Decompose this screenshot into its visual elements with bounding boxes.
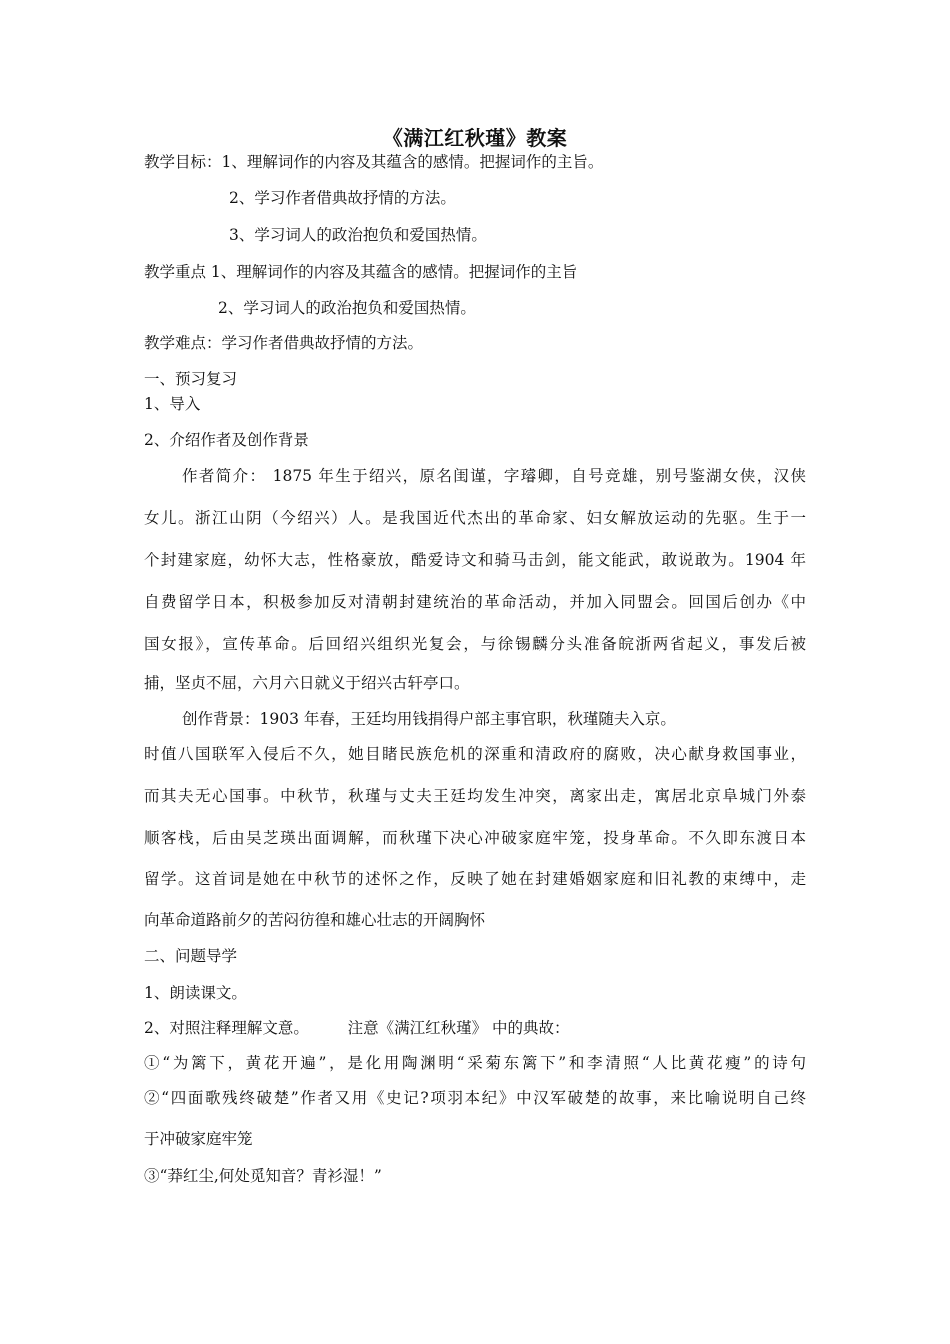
section-1-item-2: 2、介绍作者及创作背景 xyxy=(144,431,309,449)
teaching-focus-2: 2、学习词人的政治抱负和爱国热情。 xyxy=(218,299,476,317)
author-intro-line: 自费留学日本，积极参加反对清朝封建统治的革命活动，并加入同盟会。回国后创办《中 xyxy=(144,593,806,611)
section-2-item-2: 2、对照注释理解文意。 注意《满江红秋瑾》 中的典故： xyxy=(144,1019,570,1037)
section-1-item-1: 1、导入 xyxy=(144,395,201,413)
author-intro-line: 国女报》，宣传革命。后回绍兴组织光复会，与徐锡麟分头准备皖浙两省起义，事发后被 xyxy=(144,635,806,653)
teaching-goal-1: 教学目标：1、理解词作的内容及其蕴含的感情。把握词作的主旨。 xyxy=(144,153,604,171)
allusion-3: ③“莽红尘,何处觅知音？青衫湿！” xyxy=(144,1167,382,1185)
section-1-heading: 一、预习复习 xyxy=(144,370,238,388)
author-intro-line: 女儿。浙江山阴（今绍兴）人。是我国近代杰出的革命家、妇女解放运动的先驱。生于一 xyxy=(144,509,806,527)
background-line: 而其夫无心国事。中秋节，秋瑾与丈夫王廷均发生冲突，离家出走，寓居北京阜城门外泰 xyxy=(144,787,806,805)
background-line: 顺客栈，后由吴芝瑛出面调解，而秋瑾下决心冲破家庭牢笼，投身革命。不久即东渡日本 xyxy=(144,829,806,847)
author-intro-line: 个封建家庭，幼怀大志，性格豪放，酷爱诗文和骑马击剑，能文能武，敢说敢为。1904 年 xyxy=(144,551,806,569)
allusion-2-continued: 于冲破家庭牢笼 xyxy=(144,1130,253,1148)
background-line: 向革命道路前夕的苦闷彷徨和雄心壮志的开阔胸怀 xyxy=(144,911,486,929)
author-intro-line: 作者简介： 1875 年生于绍兴，原名闺谨，字璿卿，自号竞雄，别号鉴湖女侠，汉侠 xyxy=(182,467,806,485)
teaching-goal-3: 3、学习词人的政治抱负和爱国热情。 xyxy=(229,226,487,244)
section-2-item-1: 1、朗读课文。 xyxy=(144,984,247,1002)
teaching-focus-1: 教学重点 1、理解词作的内容及其蕴含的感情。把握词作的主旨 xyxy=(144,263,578,281)
allusion-1: ①“为篱下，黄花开遍”，是化用陶渊明“采菊东篱下”和李清照“人比黄花瘦”的诗句 xyxy=(144,1054,806,1072)
teaching-goal-2: 2、学习作者借典故抒情的方法。 xyxy=(229,189,456,207)
background-line: 留学。这首词是她在中秋节的述怀之作，反映了她在封建婚姻家庭和旧礼教的束缚中，走 xyxy=(144,870,806,888)
teaching-difficulty: 教学难点：学习作者借典故抒情的方法。 xyxy=(144,334,424,352)
allusion-2: ②“四面歌残终破楚”作者又用《史记?项羽本纪》中汉军破楚的故事，来比喻说明自己终 xyxy=(144,1089,806,1107)
author-intro-line: 捕，坚贞不屈，六月六日就义于绍兴古轩亭口。 xyxy=(144,674,470,692)
background-line: 创作背景：1903 年春，王廷均用钱捐得户部主事官职，秋瑾随夫入京。 xyxy=(182,710,676,728)
page-title: 《满江红秋瑾》教案 xyxy=(382,126,568,150)
section-2-heading: 二、问题导学 xyxy=(144,947,238,965)
background-line: 时值八国联军入侵后不久，她目睹民族危机的深重和清政府的腐败，决心献身救国事业， xyxy=(144,745,806,763)
